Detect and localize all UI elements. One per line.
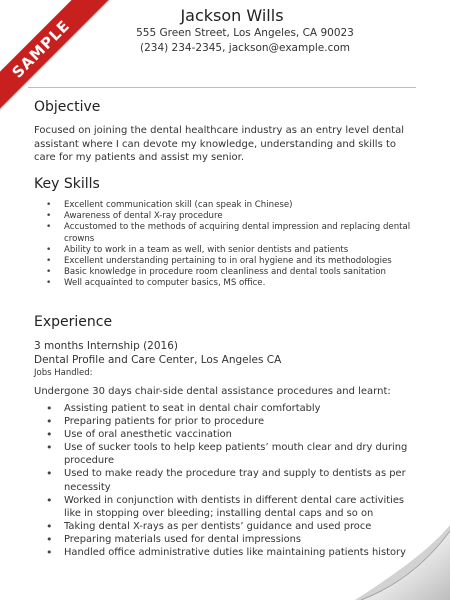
job-title: 3 months Internship (2016) (34, 340, 178, 352)
skill-item: • Excellent communication skill (can speak in Chinese) (34, 200, 414, 211)
duty-item: • Worked in conjunction with dentists in different dental care activities like in stopping over bleeding; installing dental caps and so on (34, 494, 414, 520)
sample-ribbon (0, 0, 130, 130)
skill-item: • Ability to work in a team as well, with senior dentists and patients (34, 245, 414, 256)
duty-item: • Preparing materials used for dental impressions (34, 533, 414, 546)
job-organization: Dental Profile and Care Center, Los Angeles CA (34, 354, 282, 366)
skill-item: • Excellent understanding pertaining to in oral hygiene and its methodologies (34, 256, 414, 267)
skill-item: • Well acquainted to computer basics, MS office. (34, 278, 414, 289)
key-skills-list (34, 200, 414, 290)
duty-item: • Use of oral anesthetic vaccination (34, 428, 414, 441)
objective-heading: Objective (34, 99, 101, 115)
page-curl (355, 525, 450, 600)
skill-item: • Awareness of dental X-ray procedure (34, 211, 414, 222)
skill-item: • Accustomed to the methods of acquiring dental impression and replacing dental crowns (34, 222, 414, 244)
contact-phone-email: (234) 234-2345, jackson@example.com (139, 42, 350, 54)
duty-item: • Use of sucker tools to help keep patients’ mouth clear and dry during procedure (34, 441, 414, 467)
experience-heading: Experience (34, 314, 113, 330)
experience-intro: Undergone 30 days chair-side dental assistance procedures and learnt: (34, 386, 391, 397)
sample-ribbon-label: SAMPLE (0, 0, 110, 118)
duty-item: • Handled office administrative duties like maintaining patients history (34, 546, 414, 559)
key-skills-heading: Key Skills (34, 176, 100, 192)
duty-item: • Preparing patients for prior to procedure (34, 415, 414, 428)
jobs-handled-label: Jobs Handled: (34, 368, 93, 378)
objective-text: Focused on joining the dental healthcare industry as an entry level dental assistant where I can devote my knowledge, understanding and skills to care for my patients and assist my senior. (34, 125, 405, 163)
duty-item: • Assisting patient to seat in dental chair comfortably (34, 402, 414, 415)
skill-item: • Basic knowledge in procedure room cleanliness and dental tools sanitation (34, 267, 414, 278)
candidate-name: Jackson Wills (180, 6, 284, 25)
experience-entry (34, 339, 414, 399)
duty-item: • Taking dental X-rays as per dentists’ guidance and used proce (34, 520, 414, 533)
contact-address: 555 Green Street, Los Angeles, CA 90023 (136, 27, 354, 39)
duty-item: • Used to make ready the procedure tray and supply to dentists as per necessity (34, 467, 414, 493)
